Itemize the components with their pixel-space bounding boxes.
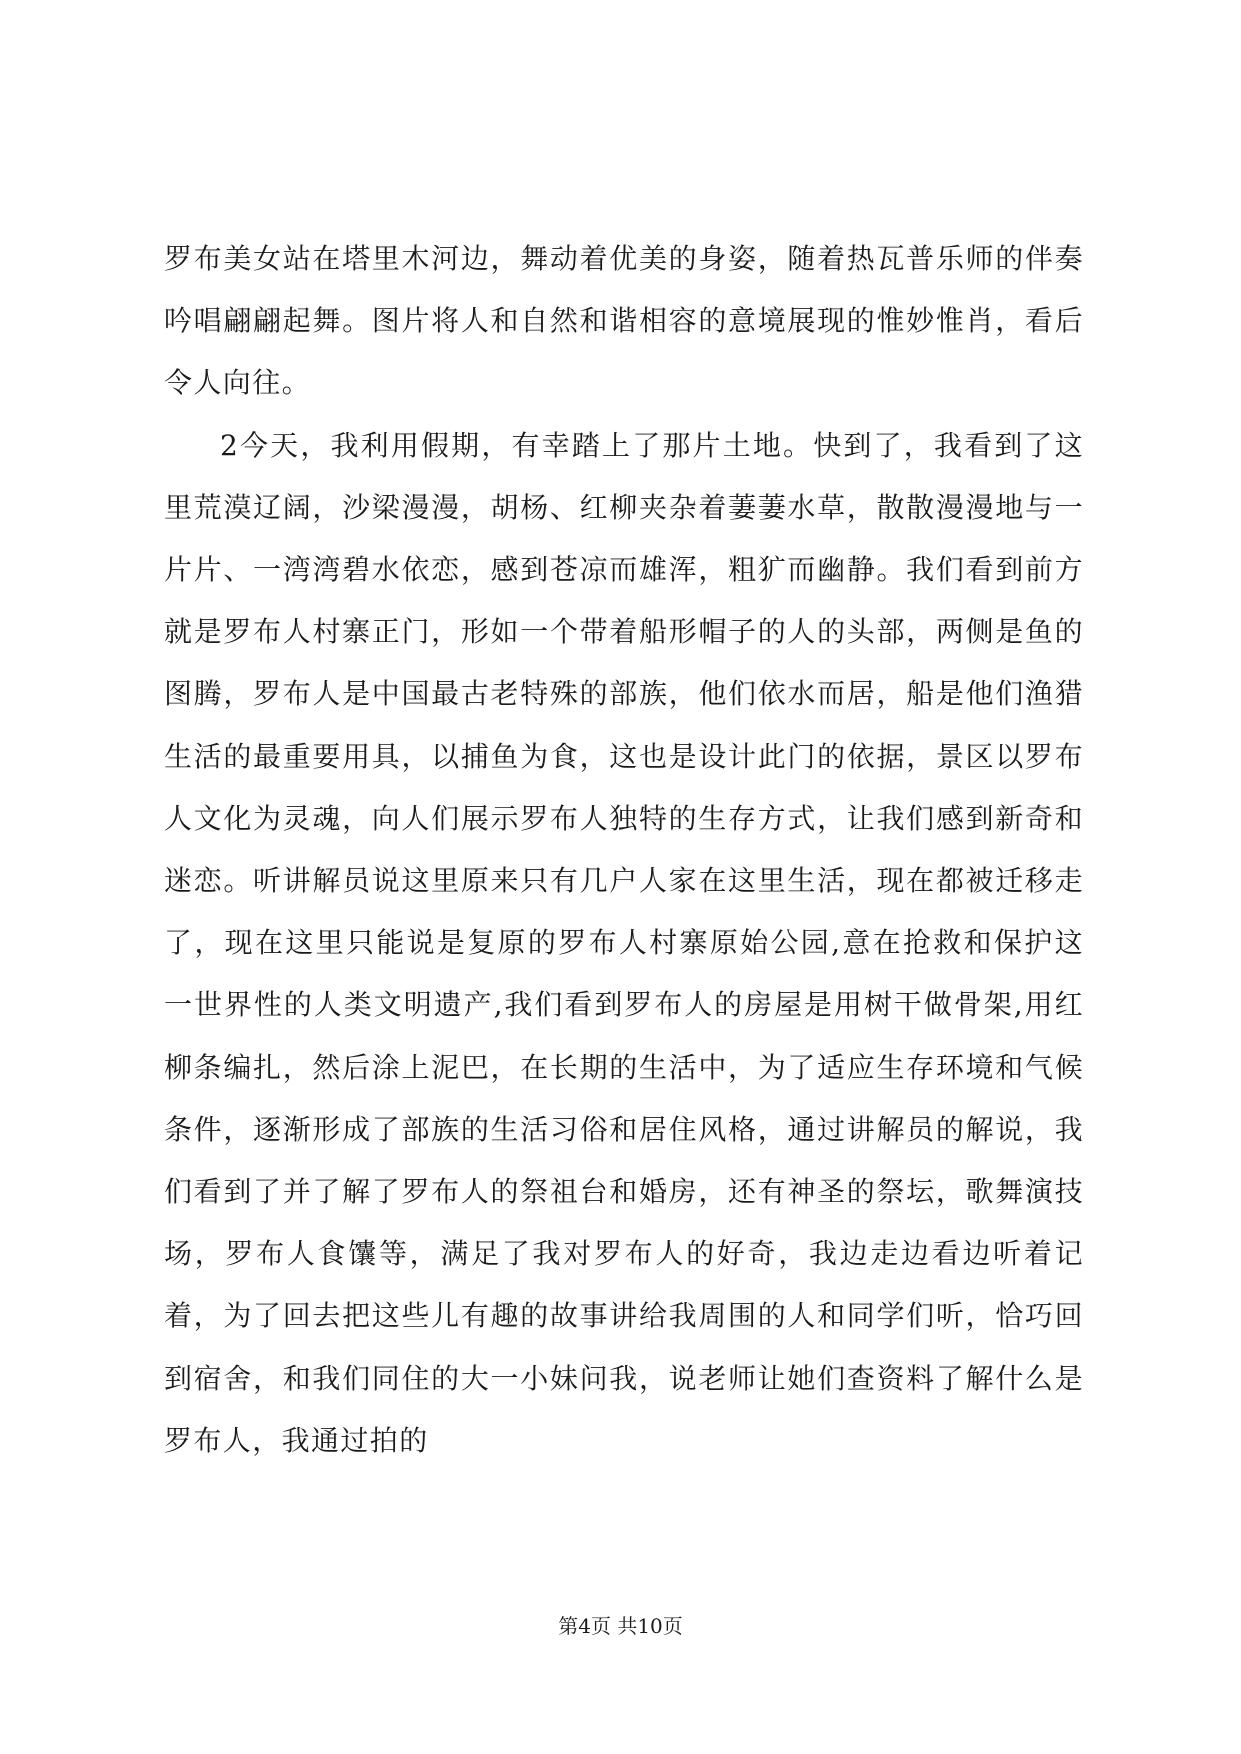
paragraph-visit: 2今天，我利用假期，有幸踏上了那片土地。快到了，我看到了这里荒漠辽阔，沙梁漫漫，胡杨、红柳夹杂着萋萋水草，散散漫漫地与一片片、一湾湾碧水依恋，感到苍凉而雄浑，粗犷而幽静。我们看到前方就是罗布人村寨正门，形如一个带着船形帽子的人的头部，两侧是鱼的图腾，罗布人是中国最古老特殊的部族，他们依水而居，船是他们渔猎生活的最重要用具，以捕鱼为食，这也是设计此门的依据，景区以罗布人文化为灵魂，向人们展示罗布人独特的生存方式，让我们感到新奇和迷恋。听讲解员说这里原来只有几户人家在这里生活，现在都被迁移走了，现在这里只能说是复原的罗布人村寨原始公园,意在抢救和保护这一世界性的人类文明遗产,我们看到罗布人的房屋是用树干做骨架,用红柳条编扎，然后涂上泥巴，在长期的生活中，为了适应生存环境和气候条件，逐渐形成了部族的生活习俗和居住风格，通过讲解员的解说，我们看到了并了解了罗布人的祭祖台和婚房，还有神圣的祭坛，歌舞演技场，罗布人食馕等，满足了我对罗布人的好奇，我边走边看边听着记着，为了回去把这些儿有趣的故事讲给我周围的人和同学们听，恰巧回到宿舍，和我们同住的大一小妹问我，说老师让她们查资料了解什么是罗布人，我通过拍的	[164, 428, 1084, 1457]
page-number: 第4页 共10页	[558, 1614, 683, 1638]
paragraph-continuation: 罗布美女站在塔里木河边，舞动着优美的身姿，随着热瓦普乐师的伴奏吟唱翩翩起舞。图片将人和自然和谐相容的意境展现的惟妙惟肖，看后令人向往。	[164, 242, 1084, 400]
page-footer	[0, 1612, 1241, 1640]
document-body	[164, 228, 1084, 1472]
